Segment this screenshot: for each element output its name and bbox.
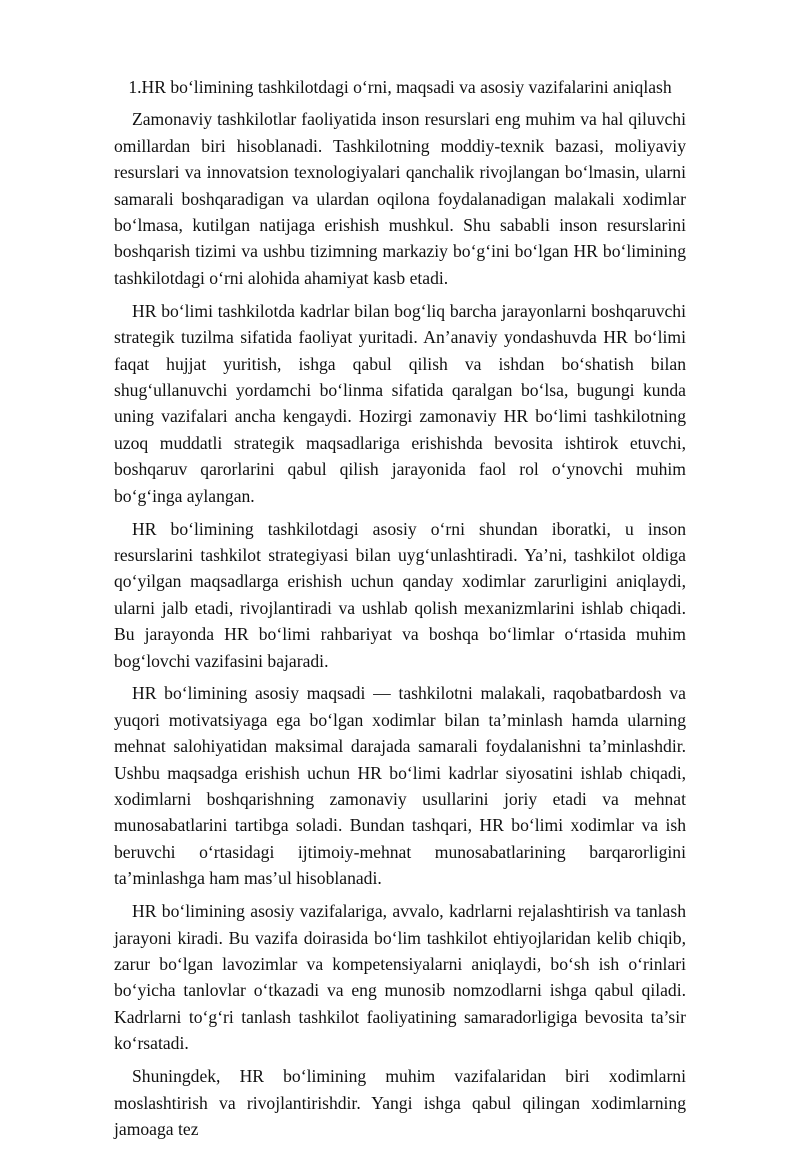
paragraph-4: HR bo‘limining asosiy maqsadi — tashkilotni malakali, raqobatbardosh va yuqori motivatsiyaga ega bo‘lgan xodimlar bilan ta’minlash hamda ularning mehnat salohiyatidan maksimal darajada samarali foydalanishni ta’minlashdir. Ushbu maqsadga erishish uchun HR bo‘limi kadrlar siyosatini ishlab chiqadi, xodimlarni boshqarishning zamonaviy usullarini joriy etadi va mehnat munosabatlarini tartibga soladi. Bundan tashqari, HR bo‘limi xodimlar va ish beruvchi o‘rtasidagi ijtimoiy-mehnat munosabatlarining barqarorligini ta’minlashga ham mas’ul hisoblanadi.	[114, 683, 686, 889]
document-page	[114, 74, 686, 1149]
section-heading: 1.HR bo‘limining tashkilotdagi o‘rni, maqsadi va asosiy vazifalarini aniqlash	[128, 77, 672, 97]
paragraph-6: Shuningdek, HR bo‘limining muhim vazifalaridan biri xodimlarni moslashtirish va rivojlantirishdir. Yangi ishga qabul qilingan xodimlarning jamoaga tez	[114, 1066, 686, 1139]
paragraph-1: Zamonaviy tashkilotlar faoliyatida inson resurslari eng muhim va hal qiluvchi omillardan biri hisoblanadi. Tashkilotning moddiy-texnik bazasi, moliyaviy resurslari va innovatsion texnologiyalari qanchalik rivojlangan bo‘lmasin, ularni samarali boshqaradigan va ulardan oqilona foydalanadigan malakali xodimlar bo‘lmasa, kutilgan natijaga erishish mushkul. Shu sababli inson resurslarini boshqarish tizimi va ushbu tizimning markaziy bo‘g‘ini bo‘lgan HR bo‘limining tashkilotdagi o‘rni alohida ahamiyat kasb etadi.	[114, 109, 686, 288]
paragraph-2: HR bo‘limi tashkilotda kadrlar bilan bog‘liq barcha jarayonlarni boshqaruvchi strategik tuzilma sifatida faoliyat yuritadi. An’anaviy yondashuvda HR bo‘limi faqat hujjat yuritish, ishga qabul qilish va ishdan bo‘shatish bilan shug‘ullanuvchi yordamchi bo‘linma sifatida qaralgan bo‘lsa, bugungi kunda uning vazifalari ancha kengaydi. Hozirgi zamonaviy HR bo‘limi tashkilotning uzoq muddatli strategik maqsadlariga erishishda bevosita ishtirok etuvchi, boshqaruv qarorlarini qabul qilish jarayonida faol rol o‘ynovchi muhim bo‘g‘inga aylangan.	[114, 300, 686, 506]
paragraph-5: HR bo‘limining asosiy vazifalariga, avvalo, kadrlarni rejalashtirish va tanlash jarayoni kiradi. Bu vazifa doirasida bo‘lim tashkilot ehtiyojlaridan kelib chiqib, zarur bo‘lgan lavozimlar va kompetensiyalarni aniqlaydi, bo‘sh ish o‘rinlari bo‘yicha tanlovlar o‘tkazadi va eng munosib nomzodlarni ishga qabul qiladi. Kadrlarni to‘g‘ri tanlash tashkilot faoliyatining samaradorligiga bevosita ta’sir ko‘rsatadi.	[114, 901, 686, 1054]
paragraph-3: HR bo‘limining tashkilotdagi asosiy o‘rni shundan iboratki, u inson resurslarini tashkilot strategiyasi bilan uyg‘unlashtiradi. Ya’ni, tashkilot oldiga qo‘yilgan maqsadlarga erishish uchun qanday xodimlar zarurligini aniqlaydi, ularni jalb etadi, rivojlantiradi va ushlab qolish mexanizmlarini ishlab chiqadi. Bu jarayonda HR bo‘limi rahbariyat va boshqa bo‘limlar o‘rtasida muhim bog‘lovchi vazifasini bajaradi.	[114, 518, 686, 671]
